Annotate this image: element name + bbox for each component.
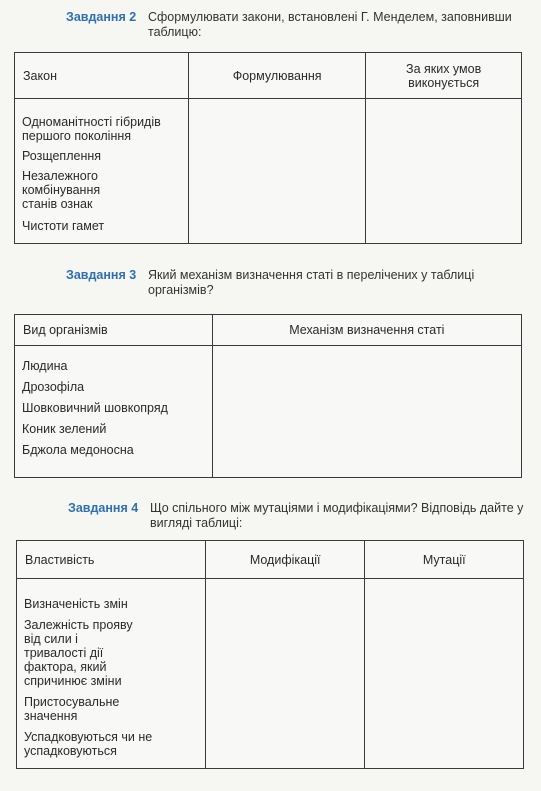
- task3-heading: [66, 268, 526, 300]
- task4-instruction: Що спільного між мутаціями і модифікаціями? Відповідь дайте у вигляді таблиці:: [150, 501, 524, 530]
- list-item: Визначеність змін: [24, 597, 128, 611]
- list-item: Бджола медоносна: [22, 443, 134, 457]
- list-item: Шовковичний шовкопряд: [22, 401, 168, 415]
- list-item: Пристосувальне значення: [24, 695, 120, 723]
- task2-instruction: Сформулювати закони, встановлені Г. Менделем, заповнивши таблицю:: [148, 10, 512, 39]
- list-item: Чистоти гамет: [22, 219, 105, 233]
- task2-number: Завдання 2: [66, 10, 137, 24]
- task4-number: Завдання 4: [68, 501, 139, 515]
- task4-col-modifications: Модифікації: [205, 541, 365, 579]
- task4-heading: [68, 501, 528, 533]
- task3-number: Завдання 3: [66, 268, 137, 282]
- task2-col-formulation: Формулювання: [189, 53, 366, 99]
- task2-col-conditions: За яких умов виконується: [366, 53, 522, 99]
- list-item: Одноманітності гібридів першого покоління: [22, 115, 161, 143]
- list-item: Дрозофіла: [22, 380, 85, 394]
- task3-col-species: Вид організмів: [15, 315, 213, 346]
- task2-formulation-cell[interactable]: [189, 99, 366, 244]
- task2-laws-cell: [15, 99, 189, 244]
- task4-modifications-cell[interactable]: [205, 579, 365, 769]
- task2-table: [14, 52, 522, 244]
- list-item: Коник зелений: [22, 422, 107, 436]
- task4-table: [16, 540, 524, 769]
- task4-properties-cell: [17, 579, 206, 769]
- task3-table: [14, 314, 522, 478]
- task4-col-mutations: Мутації: [365, 541, 524, 579]
- list-item: Залежність прояву від сили і тривалості дії фактора, який спричинює зміни: [24, 618, 133, 688]
- task3-instruction: Який механізм визначення статі в перелічених у таблиці організмів?: [148, 268, 475, 297]
- list-item: Людина: [22, 359, 68, 373]
- task2-conditions-cell[interactable]: [366, 99, 522, 244]
- task3-species-cell: [15, 346, 213, 478]
- task4-mutations-cell[interactable]: [365, 579, 524, 769]
- task3-mechanism-cell[interactable]: [212, 346, 521, 478]
- task4-col-property: Властивість: [17, 541, 206, 579]
- list-item: Розщеплення: [22, 149, 102, 163]
- list-item: Успадковуються чи не успадковуються: [24, 730, 153, 758]
- task2-heading: [66, 10, 526, 42]
- list-item: Незалежного комбінування станів ознак: [22, 169, 101, 211]
- task3-col-mechanism: Механізм визначення статі: [212, 315, 521, 346]
- task2-col-law: Закон: [15, 53, 189, 99]
